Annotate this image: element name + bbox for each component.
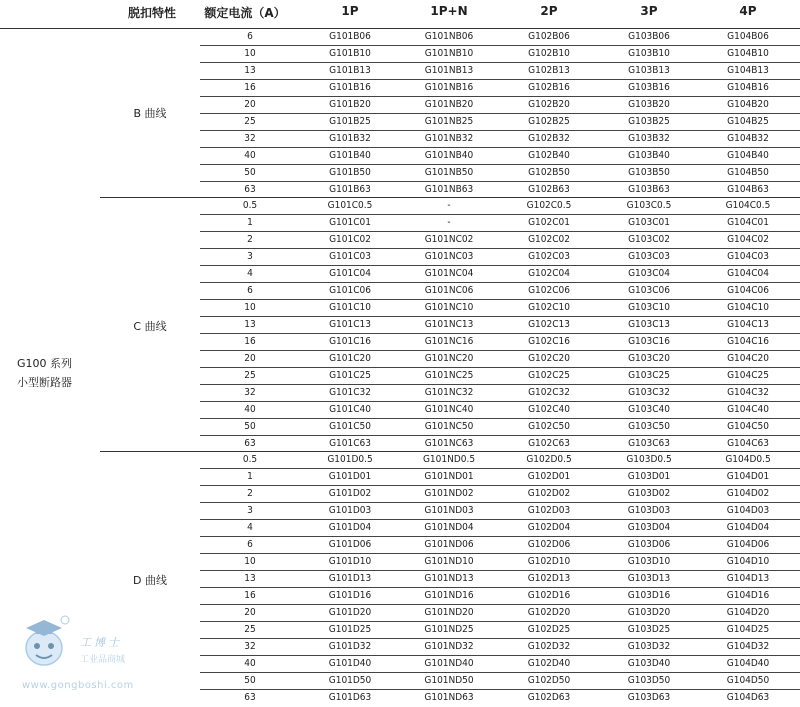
model-code-cell: G102C50: [528, 421, 570, 432]
model-code-cell: G104D04: [726, 522, 770, 533]
rated-current-cell: 1: [247, 471, 253, 482]
model-code-cell: G102C16: [528, 336, 570, 347]
rated-current-cell: 0.5: [242, 200, 258, 211]
curve-label: C 曲线: [133, 320, 167, 333]
model-code-cell: G102C03: [528, 251, 570, 262]
model-code-cell: G101NB63: [424, 184, 474, 195]
rated-current-cell: 16: [244, 590, 256, 601]
model-code-cell: G101C40: [329, 404, 371, 415]
table-row: [200, 419, 800, 436]
model-code-cell: G103C0.5: [626, 200, 672, 211]
model-code-cell: G103B13: [628, 65, 670, 76]
model-code-cell: G104C10: [727, 302, 769, 313]
table-row: [200, 486, 800, 503]
table-row: [200, 266, 800, 283]
model-code-cell: G101ND02: [424, 488, 474, 499]
model-code-cell: G101NC40: [424, 404, 474, 415]
model-code-cell: G103B10: [628, 48, 670, 59]
model-code-cell: G101C03: [329, 251, 371, 262]
model-code-cell: G102C32: [528, 387, 570, 398]
table-row: [200, 334, 800, 351]
table-row: [200, 520, 800, 537]
model-code-cell: G103D20: [627, 607, 671, 618]
model-code-cell: G102D0.5: [526, 454, 572, 465]
model-code-cell: G104B32: [727, 133, 769, 144]
model-code-cell: G101D01: [328, 471, 372, 482]
model-code-cell: G101D02: [328, 488, 372, 499]
model-code-cell: G104D32: [726, 641, 770, 652]
model-code-cell: G101B32: [329, 133, 371, 144]
model-code-cell: G104C0.5: [725, 200, 771, 211]
model-code-cell: G101ND25: [424, 624, 474, 635]
model-code-cell: G103B20: [628, 99, 670, 110]
model-code-cell: G104D63: [726, 692, 770, 703]
table-row: [200, 114, 800, 131]
model-code-cell: G104D25: [726, 624, 770, 635]
model-code-cell: G101NC13: [424, 319, 474, 330]
model-code-cell: G104D02: [726, 488, 770, 499]
rated-current-cell: 13: [244, 65, 256, 76]
model-code-cell: G101ND16: [424, 590, 474, 601]
model-code-cell: G102D02: [527, 488, 571, 499]
model-code-cell: G102D63: [527, 692, 571, 703]
model-code-cell: G103B25: [628, 116, 670, 127]
model-code-cell: G102C04: [528, 268, 570, 279]
table-row: [200, 198, 800, 215]
table-row: [200, 29, 800, 46]
table-row: [200, 148, 800, 165]
table-row: [200, 63, 800, 80]
model-code-cell: G104B10: [727, 48, 769, 59]
model-code-cell: G104D13: [726, 573, 770, 584]
model-code-cell: G101NB20: [424, 99, 474, 110]
model-code-cell: G102D04: [527, 522, 571, 533]
model-code-cell: G102B32: [528, 133, 570, 144]
model-code-cell: G102D16: [527, 590, 571, 601]
series-type: 小型断路器: [17, 376, 72, 389]
rated-current-cell: 32: [244, 641, 256, 652]
rated-current-cell: 10: [244, 302, 256, 313]
model-code-cell: G101B50: [329, 167, 371, 178]
model-code-cell: G103B50: [628, 167, 670, 178]
model-code-cell: G101ND40: [424, 658, 474, 669]
rated-current-cell: 1: [247, 217, 253, 228]
model-code-cell: G101D03: [328, 505, 372, 516]
model-code-cell: G101D50: [328, 675, 372, 686]
rated-current-cell: 6: [247, 285, 253, 296]
model-code-cell: G103C06: [628, 285, 670, 296]
model-code-cell: G104C25: [727, 370, 769, 381]
model-code-cell: G104B06: [727, 31, 769, 42]
model-code-cell: G102B40: [528, 150, 570, 161]
model-code-cell: G101NC50: [424, 421, 474, 432]
model-code-cell: G102D13: [527, 573, 571, 584]
table-row: [200, 469, 800, 486]
model-code-cell: G102C40: [528, 404, 570, 415]
model-code-cell: G103D25: [627, 624, 671, 635]
watermark: [14, 614, 154, 694]
series-label: [17, 354, 72, 392]
model-code-cell: G101ND32: [424, 641, 474, 652]
model-code-cell: G101ND50: [424, 675, 474, 686]
model-code-cell: G102B20: [528, 99, 570, 110]
series-name: G100 系列: [17, 357, 73, 370]
rated-current-cell: 10: [244, 48, 256, 59]
model-code-cell: G101C02: [329, 234, 371, 245]
model-code-cell: G101NB32: [424, 133, 474, 144]
table-row: [200, 46, 800, 63]
model-code-cell: G101B06: [329, 31, 371, 42]
model-code-cell: G101D13: [328, 573, 372, 584]
model-code-cell: G103C01: [628, 217, 670, 228]
model-code-cell: G101NB25: [424, 116, 474, 127]
model-code-cell: G103B40: [628, 150, 670, 161]
rated-current-cell: 10: [244, 556, 256, 567]
model-code-cell: G101D10: [328, 556, 372, 567]
model-code-cell: G102D25: [527, 624, 571, 635]
header-4p: 4P: [739, 4, 757, 18]
model-code-cell: G101D04: [328, 522, 372, 533]
model-code-cell: G102C0.5: [526, 200, 572, 211]
model-code-cell: G101ND04: [424, 522, 474, 533]
rated-current-cell: 32: [244, 387, 256, 398]
rated-current-cell: 50: [244, 167, 256, 178]
model-code-cell: G101C06: [329, 285, 371, 296]
model-code-cell: G101ND01: [424, 471, 474, 482]
rated-current-cell: 2: [247, 234, 253, 245]
model-code-cell: G102B13: [528, 65, 570, 76]
model-code-cell: G101B20: [329, 99, 371, 110]
rated-current-cell: 4: [247, 268, 253, 279]
model-code-cell: G101C0.5: [327, 200, 373, 211]
model-code-cell: G101NC10: [424, 302, 474, 313]
model-code-cell: G101D16: [328, 590, 372, 601]
model-code-cell: G101C04: [329, 268, 371, 279]
table-row: [200, 503, 800, 520]
model-code-cell: G101C16: [329, 336, 371, 347]
rated-current-cell: 16: [244, 336, 256, 347]
rated-current-cell: 63: [244, 438, 256, 449]
model-code-cell: G101NC63: [424, 438, 474, 449]
model-code-cell: G102C25: [528, 370, 570, 381]
rated-current-cell: 13: [244, 319, 256, 330]
model-code-cell: G104C13: [727, 319, 769, 330]
model-code-cell: G101NB40: [424, 150, 474, 161]
table-row: [200, 385, 800, 402]
model-code-cell: G101D0.5: [327, 454, 373, 465]
watermark-url: www.gongboshi.com: [22, 680, 134, 691]
table-row: [200, 368, 800, 385]
model-code-cell: G101ND13: [424, 573, 474, 584]
rated-current-cell: 0.5: [242, 454, 258, 465]
model-code-cell: G104B13: [727, 65, 769, 76]
header-trip-characteristic: 脱扣特性: [127, 6, 177, 20]
model-code-cell: G103C32: [628, 387, 670, 398]
model-code-cell: G102D20: [527, 607, 571, 618]
model-code-cell: G104B20: [727, 99, 769, 110]
model-code-cell: G102B06: [528, 31, 570, 42]
rated-current-cell: 3: [247, 251, 253, 262]
model-code-cell: G103D02: [627, 488, 671, 499]
model-code-cell: G104B16: [727, 82, 769, 93]
model-code-cell: G101NB10: [424, 48, 474, 59]
model-code-cell: G102D01: [527, 471, 571, 482]
model-code-cell: G104B40: [727, 150, 769, 161]
model-code-cell: G101D32: [328, 641, 372, 652]
model-code-cell: G103C13: [628, 319, 670, 330]
model-code-cell: G104D16: [726, 590, 770, 601]
model-code-cell: G104D03: [726, 505, 770, 516]
model-code-cell: G101B25: [329, 116, 371, 127]
model-code-cell: G104D0.5: [725, 454, 771, 465]
model-code-cell: G104C01: [727, 217, 769, 228]
table-row: [200, 317, 800, 334]
model-code-cell: G102C06: [528, 285, 570, 296]
model-code-cell: G102C20: [528, 353, 570, 364]
model-code-cell: G103D06: [627, 539, 671, 550]
model-code-cell: G101C13: [329, 319, 371, 330]
table-row: [200, 300, 800, 317]
model-code-cell: G103C16: [628, 336, 670, 347]
model-code-cell: G101NB13: [424, 65, 474, 76]
model-code-cell: G104D10: [726, 556, 770, 567]
model-code-cell: G103B32: [628, 133, 670, 144]
model-code-cell: G104D01: [726, 471, 770, 482]
model-code-cell: G102C02: [528, 234, 570, 245]
model-code-cell: G103C25: [628, 370, 670, 381]
model-code-cell: G101C25: [329, 370, 371, 381]
table-row: [200, 571, 800, 588]
model-code-cell: G104D50: [726, 675, 770, 686]
rated-current-cell: 6: [247, 31, 253, 42]
table-row: [200, 554, 800, 571]
model-code-cell: G104D20: [726, 607, 770, 618]
model-code-cell: G101D06: [328, 539, 372, 550]
model-code-cell: G101ND06: [424, 539, 474, 550]
model-code-cell: G101NC06: [424, 285, 474, 296]
model-code-cell: G102C13: [528, 319, 570, 330]
table-row: [200, 537, 800, 554]
model-code-cell: G104C06: [727, 285, 769, 296]
model-code-cell: -: [447, 217, 451, 228]
model-code-cell: G103D50: [627, 675, 671, 686]
model-code-cell: G102D40: [527, 658, 571, 669]
table-row: [200, 283, 800, 300]
table-row: [200, 622, 800, 639]
model-code-cell: G104B25: [727, 116, 769, 127]
rated-current-cell: 2: [247, 488, 253, 499]
model-code-cell: G101B40: [329, 150, 371, 161]
rated-current-cell: 40: [244, 658, 256, 669]
model-code-cell: G102D06: [527, 539, 571, 550]
model-code-cell: G102B16: [528, 82, 570, 93]
model-code-cell: G102B10: [528, 48, 570, 59]
model-code-cell: G103D0.5: [626, 454, 672, 465]
model-code-cell: G104C40: [727, 404, 769, 415]
model-code-cell: -: [447, 200, 451, 211]
model-code-cell: G101C50: [329, 421, 371, 432]
rated-current-cell: 20: [244, 99, 256, 110]
model-code-cell: G104D40: [726, 658, 770, 669]
model-code-cell: G104C03: [727, 251, 769, 262]
model-code-cell: G101NB16: [424, 82, 474, 93]
table-row: [200, 351, 800, 368]
table-row: [200, 673, 800, 690]
model-code-cell: G102C63: [528, 438, 570, 449]
header-1p-n: 1P+N: [430, 4, 468, 18]
table-row: [200, 165, 800, 182]
model-code-cell: G104C50: [727, 421, 769, 432]
table-row: [200, 605, 800, 622]
model-code-cell: G101ND63: [424, 692, 474, 703]
curve-label: D 曲线: [133, 574, 167, 587]
model-code-cell: G101NC04: [424, 268, 474, 279]
model-code-cell: G103B63: [628, 184, 670, 195]
model-code-cell: G102B50: [528, 167, 570, 178]
rated-current-cell: 63: [244, 184, 256, 195]
model-code-cell: G103D04: [627, 522, 671, 533]
table-row: [200, 402, 800, 419]
model-code-cell: G101B10: [329, 48, 371, 59]
rated-current-cell: 40: [244, 404, 256, 415]
model-code-cell: G103C20: [628, 353, 670, 364]
model-code-cell: G103C03: [628, 251, 670, 262]
model-code-cell: G101ND0.5: [422, 454, 476, 465]
model-code-cell: G101D20: [328, 607, 372, 618]
model-code-cell: G102D03: [527, 505, 571, 516]
rated-current-cell: 20: [244, 607, 256, 618]
watermark-brand: 工博士: [80, 636, 122, 649]
model-code-cell: G102B63: [528, 184, 570, 195]
model-code-cell: G102B25: [528, 116, 570, 127]
rated-current-cell: 32: [244, 133, 256, 144]
table-row: [200, 656, 800, 673]
model-code-cell: G102D50: [527, 675, 571, 686]
model-code-cell: G101ND20: [424, 607, 474, 618]
table-row: [200, 97, 800, 114]
model-code-cell: G101NC20: [424, 353, 474, 364]
model-code-cell: G101C20: [329, 353, 371, 364]
model-code-cell: G103C10: [628, 302, 670, 313]
table-row: [200, 215, 800, 232]
header-rated-current: 额定电流（A）: [204, 6, 286, 20]
model-code-cell: G102C10: [528, 302, 570, 313]
model-code-cell: G101NB50: [424, 167, 474, 178]
model-code-cell: G103D63: [627, 692, 671, 703]
model-code-cell: G101D40: [328, 658, 372, 669]
model-code-cell: G101D63: [328, 692, 372, 703]
table-header: [0, 0, 800, 28]
model-code-cell: G101ND10: [424, 556, 474, 567]
model-code-cell: G104C16: [727, 336, 769, 347]
model-code-cell: G104C04: [727, 268, 769, 279]
model-code-cell: G101NC02: [424, 234, 474, 245]
table-row: [200, 249, 800, 266]
model-code-cell: G104D06: [726, 539, 770, 550]
rated-current-cell: 25: [244, 116, 256, 127]
rated-current-cell: 16: [244, 82, 256, 93]
model-code-cell: G101C63: [329, 438, 371, 449]
table-row: [200, 639, 800, 656]
model-code-cell: G103D13: [627, 573, 671, 584]
model-code-cell: G101B16: [329, 82, 371, 93]
model-code-cell: G102D32: [527, 641, 571, 652]
model-code-cell: G102D10: [527, 556, 571, 567]
model-code-cell: G103C02: [628, 234, 670, 245]
rated-current-cell: 63: [244, 692, 256, 703]
model-code-cell: G101ND03: [424, 505, 474, 516]
table-row: [200, 232, 800, 249]
rated-current-cell: 6: [247, 539, 253, 550]
model-code-cell: G104B50: [727, 167, 769, 178]
model-code-cell: G101NC25: [424, 370, 474, 381]
model-code-cell: G101B13: [329, 65, 371, 76]
rated-current-cell: 20: [244, 353, 256, 364]
model-code-cell: G101C10: [329, 302, 371, 313]
model-code-cell: G102C01: [528, 217, 570, 228]
model-code-cell: G103D40: [627, 658, 671, 669]
curve-label: B 曲线: [133, 107, 167, 120]
model-code-cell: G101C01: [329, 217, 371, 228]
model-code-cell: G101NB06: [424, 31, 474, 42]
model-code-cell: G103C04: [628, 268, 670, 279]
watermark-subtitle: 工业品商城: [80, 655, 126, 665]
model-code-cell: G103D32: [627, 641, 671, 652]
model-code-cell: G103D16: [627, 590, 671, 601]
rated-current-cell: 25: [244, 624, 256, 635]
table-row: [200, 452, 800, 469]
model-code-cell: G104C20: [727, 353, 769, 364]
model-code-cell: G103D03: [627, 505, 671, 516]
rated-current-cell: 40: [244, 150, 256, 161]
model-code-cell: G101D25: [328, 624, 372, 635]
rated-current-cell: 3: [247, 505, 253, 516]
rated-current-cell: 4: [247, 522, 253, 533]
model-code-cell: G101C32: [329, 387, 371, 398]
table-row: [200, 80, 800, 97]
model-code-cell: G103B06: [628, 31, 670, 42]
rated-current-cell: 50: [244, 421, 256, 432]
model-code-cell: G101B63: [329, 184, 371, 195]
model-code-cell: G101NC32: [424, 387, 474, 398]
header-2p: 2P: [540, 4, 558, 18]
rated-current-cell: 13: [244, 573, 256, 584]
model-code-cell: G103C50: [628, 421, 670, 432]
model-code-cell: G103B16: [628, 82, 670, 93]
model-code-cell: G103C63: [628, 438, 670, 449]
header-1p: 1P: [341, 4, 359, 18]
table-row: [200, 131, 800, 148]
model-code-cell: G103C40: [628, 404, 670, 415]
mascot-icon: [14, 614, 74, 676]
header-3p: 3P: [640, 4, 658, 18]
rated-current-cell: 50: [244, 675, 256, 686]
rated-current-cell: 25: [244, 370, 256, 381]
model-code-cell: G104B63: [727, 184, 769, 195]
model-code-cell: G101NC16: [424, 336, 474, 347]
table-row: [200, 588, 800, 605]
table-row: [200, 690, 800, 707]
model-code-cell: G104C32: [727, 387, 769, 398]
model-code-cell: G101NC03: [424, 251, 474, 262]
model-code-cell: G103D10: [627, 556, 671, 567]
model-code-cell: G104C02: [727, 234, 769, 245]
model-code-cell: G104C63: [727, 438, 769, 449]
model-code-cell: G103D01: [627, 471, 671, 482]
